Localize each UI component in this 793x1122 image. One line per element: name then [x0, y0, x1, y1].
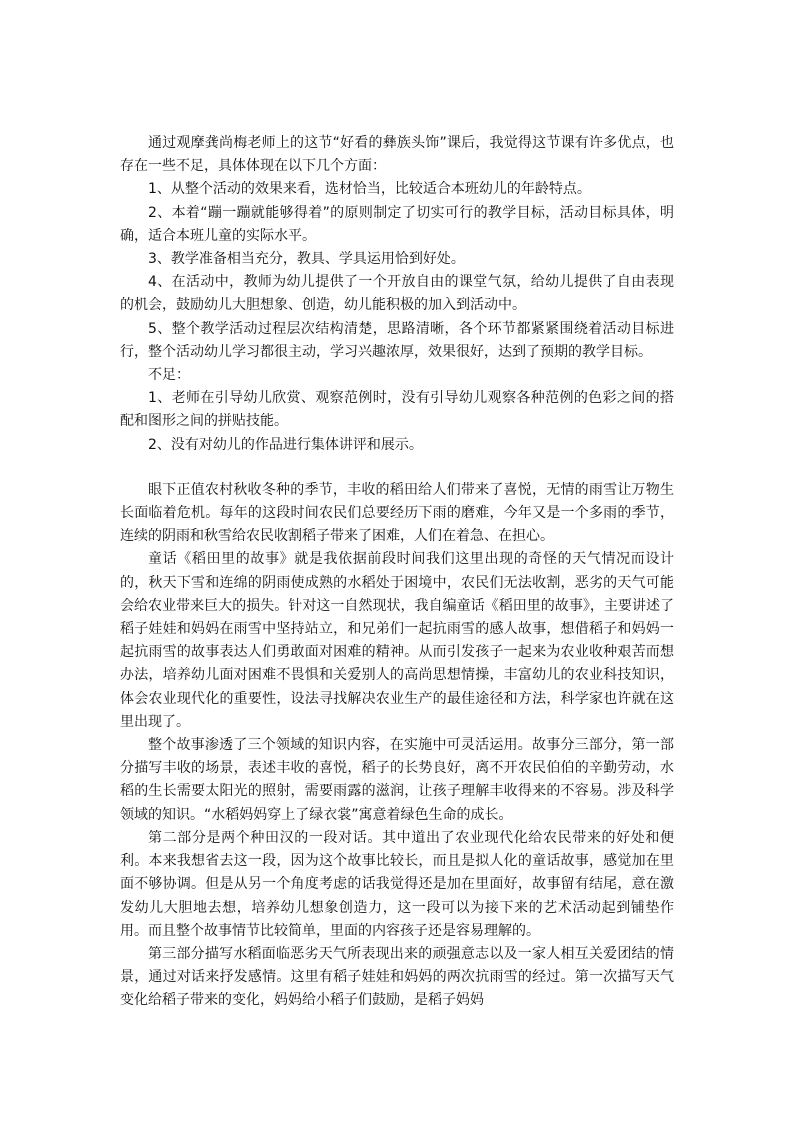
advantage-item-2: 2、本着“蹦一蹦就能够得着”的原则制定了切实可行的教学目标，活动目标具体，明确，适合本班儿童的实际水平。: [120, 204, 674, 244]
story-paragraph-2: 童话《稻田里的故事》就是我依据前段时间我们这里出现的奇怪的天气情况而设计的，秋天下雪和连绵的阴雨使成熟的水稻处于困境中，农民们无法收割，恶劣的天气可能会给农业带来巨大的损失。针对这一自然现状，我自编童话《稻田里的故事》，主要讲述了稻子娃娃和妈妈在雨雪中坚持站立，和兄弟们一起抗雨雪的感人故事，想借稻子和妈妈一起抗雨雪的故事表达人们勇敢面对困难的精神。从而引发孩子一起来为农业收种艰苦而想办法，培养幼儿面对困难不畏惧和关爱别人的高尚思想情操，丰富幼儿的农业科技知识，体会农业现代化的重要性，设法寻找解决农业生产的最佳途径和方法，科学家也许就在这里出现了。: [120, 551, 674, 730]
shortcoming-item-1: 1、老师在引导幼儿欣赏、观察范例时，没有引导幼儿观察各种范例的色彩之间的搭配和图形之间的拼贴技能。: [120, 390, 674, 430]
advantage-item-5: 5、整个教学活动过程层次结构清楚，思路清晰，各个环节都紧紧围绕着活动目标进行，整个活动幼儿学习都很主动，学习兴趣浓厚，效果很好，达到了预期的教学目标。: [120, 320, 674, 360]
story-paragraph-3: 整个故事渗透了三个领域的知识内容，在实施中可灵活运用。故事分三部分，第一部分描写丰收的场景，表述丰收的喜悦，稻子的长势良好，离不开农民伯伯的辛勤劳动，水稻的生长需要太阳光的照射，需要雨露的滋润，让孩子理解丰收得来的不容易。涉及科学领域的知识。“水稻妈妈穿上了绿衣裳”寓意着绿色生命的成长。: [120, 737, 674, 823]
advantage-item-3: 3、教学准备相当充分，教具、学具运用恰到好处。: [148, 251, 465, 268]
section-gap: [120, 457, 674, 479]
document-page: [120, 132, 674, 1013]
intro-paragraph: 通过观摩龚尚梅老师上的这节“好看的彝族头饰”课后，我觉得这节课有许多优点，也存在一些不足，具体体现在以下几个方面：: [120, 135, 674, 175]
shortcomings-heading: 不足：: [148, 367, 190, 384]
shortcoming-item-2: 2、没有对幼儿的作品进行集体讲评和展示。: [148, 436, 423, 453]
story-paragraph-4: 第二部分是两个种田汉的一段对话。其中道出了农业现代化给农民带来的好处和便利。本来我想省去这一段，因为这个故事比较长，而且是拟人化的童话故事，感觉加在里面不够协调。但是从另一个角度考虑的话我觉得还是加在里面好，故事留有结尾，意在激发幼儿大胆地去想，培养幼儿想象创造力，这一段可以为接下来的艺术活动起到铺垫作用。而且整个故事情节比较简单，里面的内容孩子还是容易理解的。: [120, 829, 674, 939]
advantage-item-4: 4、在活动中，教师为幼儿提供了一个开放自由的课堂气氛，给幼儿提供了自由表现的机会，鼓励幼儿大胆想象、创造，幼儿能积极的加入到活动中。: [120, 274, 674, 314]
story-paragraph-5: 第三部分描写水稻面临恶劣天气所表现出来的顽强意志以及一家人相互关爱团结的情景，通过对话来抒发感情。这里有稻子娃娃和妈妈的两次抗雨雪的经过。第一次描写天气变化给稻子带来的变化，妈妈给小稻子们鼓励，是稻子妈妈: [120, 945, 674, 1009]
advantage-item-1: 1、从整个活动的效果来看，选材恰当，比较适合本班幼儿的年龄特点。: [148, 181, 591, 198]
story-paragraph-1: 眼下正值农村秋收冬种的季节，丰收的稻田给人们带来了喜悦，无情的雨雪让万物生长面临着危机。每年的这段时间农民们总要经历下雨的磨难，今年又是一个多雨的季节，连续的阴雨和秋雪给农民收割稻子带来了困难，人们在着急、在担心。: [120, 481, 674, 545]
